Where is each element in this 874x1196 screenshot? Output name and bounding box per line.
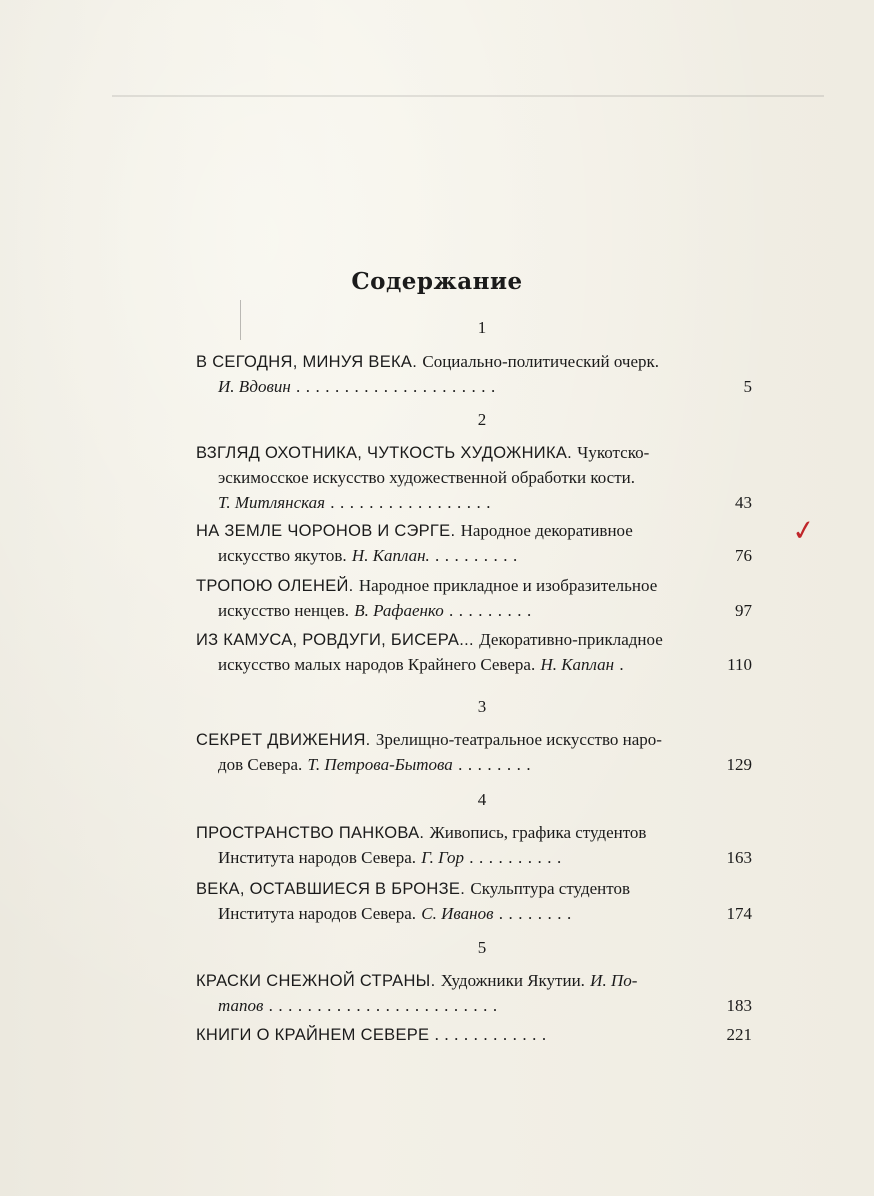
- entry-page: 174: [726, 904, 752, 923]
- entry-title: ТРОПОЮ ОЛЕНЕЙ.: [196, 577, 354, 595]
- entry-description: Социально-политический очерк.: [422, 352, 660, 371]
- entry-title: ИЗ КАМУСА, РОВДУГИ, БИСЕРА...: [196, 631, 474, 649]
- leader-dots: ........: [498, 904, 577, 923]
- leader-dots: .................: [330, 493, 497, 512]
- entry-title: НА ЗЕМЛЕ ЧОРОНОВ И СЭРГЕ.: [196, 522, 456, 540]
- entry-author: С. Иванов: [421, 904, 494, 923]
- section-number-3: 3: [477, 697, 487, 716]
- entry-description: Скульптура студентов: [470, 879, 631, 898]
- section-number-4: 4: [477, 790, 487, 809]
- entry-author: Т. Митлянская: [218, 493, 326, 512]
- leader-dots: ........................: [268, 996, 503, 1015]
- entry-page: 43: [735, 493, 752, 512]
- entry-description: Зрелищно-театральное искусство наро-: [375, 730, 662, 749]
- entry-description-cont: Института народов Севера.: [218, 848, 417, 867]
- toc-entry-3[interactable]: [196, 518, 752, 568]
- leader-dots: ............: [434, 1025, 552, 1044]
- entry-author: И. По-: [590, 971, 638, 990]
- leader-dots: ..........: [469, 848, 567, 867]
- contents-heading: Содержание: [351, 268, 523, 295]
- leader-dots: .........: [449, 601, 537, 620]
- leader-dots: ........: [458, 755, 537, 774]
- entry-description-cont: Института народов Севера.: [218, 904, 417, 923]
- toc-entry-7[interactable]: [196, 820, 752, 870]
- entry-page: 76: [735, 546, 752, 565]
- toc-entry-6[interactable]: [196, 727, 752, 777]
- toc-entry-10[interactable]: [196, 1022, 752, 1047]
- entry-description: Художники Якутии.: [440, 971, 585, 990]
- entry-title: ВЗГЛЯД ОХОТНИКА, ЧУТКОСТЬ ХУДОЖНИКА.: [196, 444, 573, 462]
- entry-description: Народное прикладное и изобразительное: [358, 576, 658, 595]
- entry-author: Т. Петрова-Бытова: [307, 755, 453, 774]
- section-number-2: 2: [477, 410, 487, 429]
- checkmark-icon: ✓: [789, 512, 818, 549]
- toc-entry-9[interactable]: [196, 968, 752, 1018]
- leader-dots: .....................: [296, 377, 501, 396]
- entry-author: И. Вдовин: [218, 377, 291, 396]
- toc-entry-1[interactable]: [196, 349, 752, 399]
- entry-author: Н. Каплан.: [351, 546, 430, 565]
- leader-dots: .........: [435, 546, 523, 565]
- entry-description: Народное декоративное: [460, 521, 633, 540]
- leader-dots: .: [619, 655, 630, 674]
- entry-description: Декоративно-прикладное: [479, 630, 663, 649]
- entry-description: Живопись, графика студентов: [429, 823, 647, 842]
- entry-page: 97: [735, 601, 752, 620]
- toc-entry-4[interactable]: [196, 573, 752, 623]
- entry-description-cont: искусство якутов.: [218, 546, 347, 565]
- entry-author: Г. Гор: [421, 848, 464, 867]
- entry-description-cont: искусство ненцев.: [218, 601, 350, 620]
- entry-title: КНИГИ О КРАЙНЕМ СЕВЕРЕ: [196, 1026, 430, 1044]
- entry-page: 110: [727, 655, 752, 674]
- entry-page: 221: [726, 1025, 752, 1044]
- entry-title: В СЕГОДНЯ, МИНУЯ ВЕКА.: [196, 353, 418, 371]
- entry-author: Н. Каплан: [540, 655, 615, 674]
- entry-page: 163: [726, 848, 752, 867]
- entry-author: В. Рафаенко: [354, 601, 444, 620]
- section-number-5: 5: [477, 938, 487, 957]
- toc-entry-5[interactable]: [196, 627, 752, 677]
- entry-title: ПРОСТРАНСТВО ПАНКОВА.: [196, 824, 425, 842]
- entry-description-cont: искусство малых народов Крайнего Севера.: [218, 655, 536, 674]
- entry-page: 183: [726, 996, 752, 1015]
- entry-title: ВЕКА, ОСТАВШИЕСЯ В БРОНЗЕ.: [196, 880, 466, 898]
- entry-description-cont: дов Севера.: [218, 755, 303, 774]
- toc-entry-2[interactable]: [196, 440, 752, 515]
- entry-author-cont: тапов: [218, 996, 264, 1015]
- entry-title: КРАСКИ СНЕЖНОЙ СТРАНЫ.: [196, 972, 436, 990]
- entry-page: 5: [743, 377, 752, 396]
- entry-page: 129: [726, 755, 752, 774]
- entry-description: Чукотско-: [577, 443, 650, 462]
- section-number-1: 1: [477, 318, 487, 337]
- entry-title: СЕКРЕТ ДВИЖЕНИЯ.: [196, 731, 371, 749]
- toc-entry-8[interactable]: [196, 876, 752, 926]
- entry-description-cont: эскимосское искусство художественной обработки кости.: [218, 468, 635, 487]
